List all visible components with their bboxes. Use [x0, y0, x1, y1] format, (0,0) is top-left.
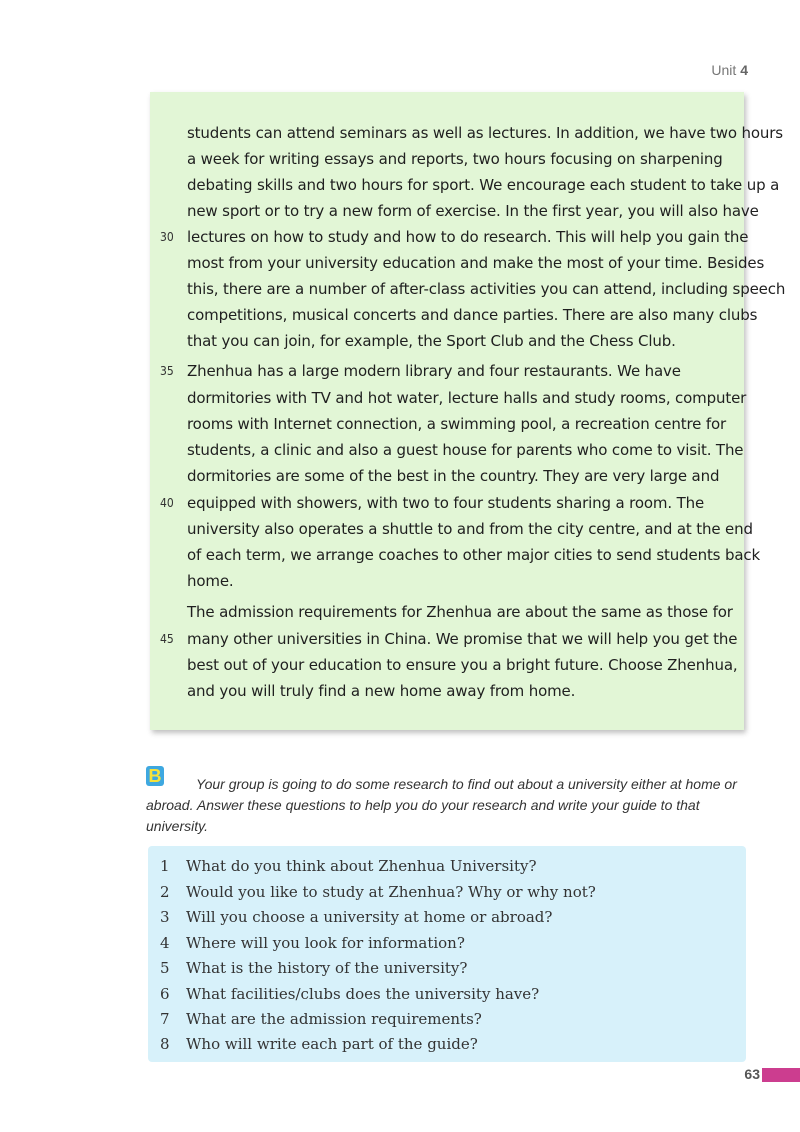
reading-line: competitions, musical concerts and dance parties. There are also many clubs — [187, 306, 758, 324]
reading-line: students, a clinic and also a guest house for parents who come to visit. The — [187, 441, 744, 459]
reading-line: that you can join, for example, the Sport Club and the Chess Club. — [187, 332, 676, 350]
question-text: Who will write each part of the guide? — [186, 1035, 478, 1053]
question-number: 7 — [160, 1010, 170, 1028]
question-number: 1 — [160, 857, 170, 875]
question-text: What do you think about Zhenhua University? — [186, 857, 537, 875]
reading-line: students can attend seminars as well as lectures. In addition, we have two hours — [187, 124, 783, 142]
unit-label — [711, 62, 748, 78]
question-text: What facilities/clubs does the university have? — [186, 985, 540, 1003]
question-number: 2 — [160, 883, 170, 901]
question-text: What is the history of the university? — [186, 959, 468, 977]
line-number: 35 — [160, 364, 174, 378]
line-number: 30 — [160, 230, 174, 244]
page-accent-bar — [762, 1068, 800, 1082]
page-number: 63 — [744, 1066, 760, 1082]
reading-line: new sport or to try a new form of exercise. In the first year, you will also have — [187, 202, 759, 220]
unit-label-text: Unit — [711, 62, 737, 78]
question-item — [160, 857, 537, 875]
question-item — [160, 934, 465, 952]
reading-line: Zhenhua has a large modern library and four restaurants. We have — [187, 362, 681, 380]
reading-line: university also operates a shuttle to and from the city centre, and at the end — [187, 520, 753, 538]
question-text: Would you like to study at Zhenhua? Why or why not? — [186, 883, 596, 901]
question-item — [160, 1010, 482, 1028]
questions-box — [148, 846, 746, 1062]
question-item — [160, 1035, 478, 1053]
reading-line: The admission requirements for Zhenhua are about the same as those for — [187, 603, 733, 621]
line-number: 40 — [160, 496, 174, 510]
reading-line: most from your university education and make the most of your time. Besides — [187, 254, 765, 272]
reading-line: a week for writing essays and reports, two hours focusing on sharpening — [187, 150, 723, 168]
question-text: Where will you look for information? — [186, 934, 465, 952]
reading-line: equipped with showers, with two to four students sharing a room. The — [187, 494, 705, 512]
question-item — [160, 908, 552, 926]
reading-line: rooms with Internet connection, a swimming pool, a recreation centre for — [187, 415, 727, 433]
section-b-icon: B — [146, 766, 164, 786]
reading-line: lectures on how to study and how to do research. This will help you gain the — [187, 228, 749, 246]
question-number: 8 — [160, 1035, 170, 1053]
reading-line: debating skills and two hours for sport. We encourage each student to take up a — [187, 176, 780, 194]
reading-line: dormitories with TV and hot water, lecture halls and study rooms, computer — [187, 389, 747, 407]
question-number: 6 — [160, 985, 170, 1003]
section-b-instructions: Your group is going to do some research to find out about a university either at home or abroad. Answer these questions to help you do your research and write your guide to that university. — [146, 776, 737, 834]
question-item — [160, 883, 596, 901]
question-item — [160, 985, 539, 1003]
reading-line: of each term, we arrange coaches to other major cities to send students back — [187, 546, 761, 564]
reading-line: many other universities in China. We promise that we will help you get the — [187, 630, 738, 648]
unit-number: 4 — [740, 62, 748, 78]
reading-line: and you will truly find a new home away from home. — [187, 682, 576, 700]
question-number: 4 — [160, 934, 170, 952]
reading-line: best out of your education to ensure you a bright future. Choose Zhenhua, — [187, 656, 738, 674]
reading-line: this, there are a number of after-class activities you can attend, including speech — [187, 280, 786, 298]
reading-line: dormitories are some of the best in the country. They are very large and — [187, 467, 720, 485]
question-number: 3 — [160, 908, 170, 926]
reading-line: home. — [187, 572, 234, 590]
line-number: 45 — [160, 632, 174, 646]
question-text: What are the admission requirements? — [186, 1010, 482, 1028]
question-item — [160, 959, 467, 977]
question-number: 5 — [160, 959, 170, 977]
question-text: Will you choose a university at home or abroad? — [186, 908, 553, 926]
